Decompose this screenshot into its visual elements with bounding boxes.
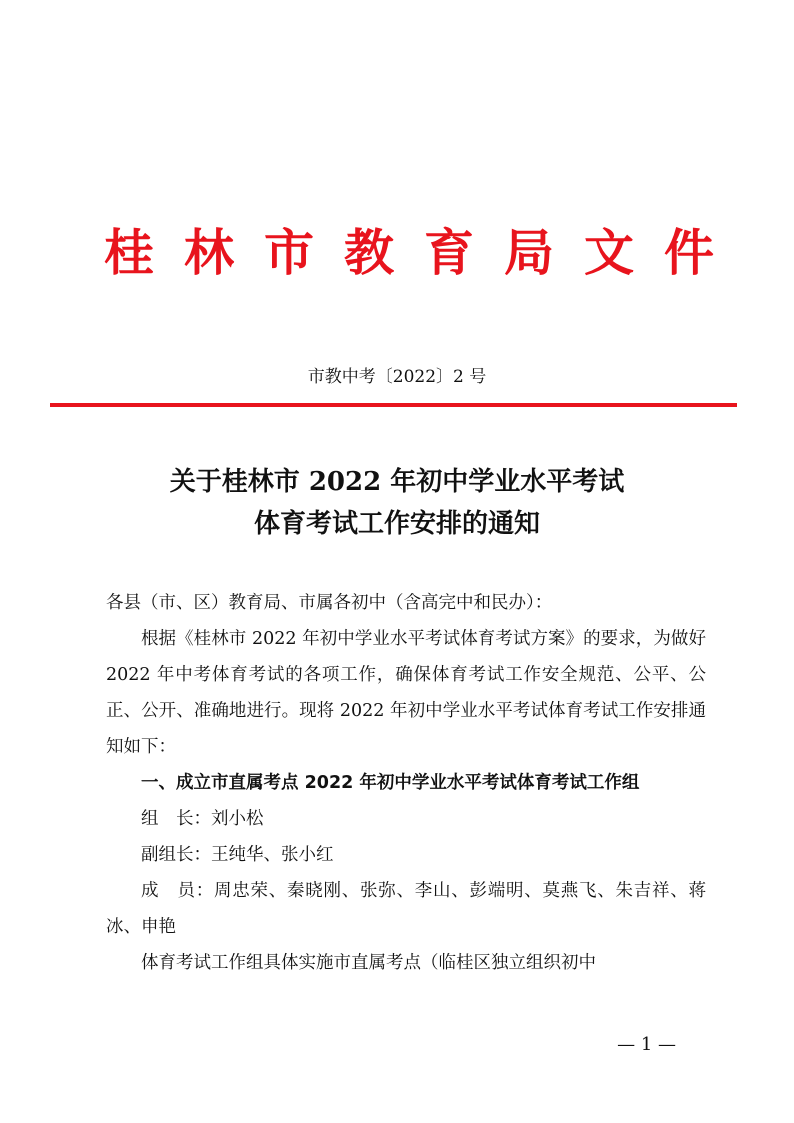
group-deputy: 副组长：王纯华、张小红: [141, 845, 334, 865]
document-header-title: [104, 218, 714, 288]
header-char: 育: [424, 223, 474, 282]
header-char: 桂: [104, 223, 154, 282]
notice-title-line-1: 关于桂林市 2022 年初中学业水平考试: [169, 467, 625, 497]
red-divider: [50, 403, 737, 407]
header-char: 文: [584, 223, 634, 282]
group-members: 成 员：周忠荣、秦晓刚、张弥、李山、彭端明、莫燕飞、朱吉祥、蒋冰、申艳: [106, 881, 706, 937]
document-number: 市教中考〔2022〕2 号: [307, 367, 487, 387]
section-heading: 一、成立市直属考点 2022 年初中学业水平考试体育考试工作组: [141, 773, 640, 793]
body-paragraph: 体育考试工作组具体实施市直属考点（临桂区独立组织初中: [141, 953, 596, 973]
header-char: 件: [664, 223, 714, 282]
notice-title-line-2: 体育考试工作安排的通知: [253, 509, 540, 539]
document-body: [106, 585, 706, 981]
header-char: 局: [504, 223, 554, 282]
header-char: 市: [264, 223, 314, 282]
header-char: 教: [344, 223, 394, 282]
body-paragraph: 根据《桂林市 2022 年初中学业水平考试体育考试方案》的要求，为做好 2022 年中考体育考试的各项工作，确保体育考试工作安全规范、公平、公正、公开、准确地进行。现将 2022 年初中学业水平考试体育考试工作安排通知如下：: [106, 629, 706, 757]
addressee: 各县（市、区）教育局、市属各初中（含高完中和民办）：: [106, 593, 553, 613]
header-char: 林: [184, 223, 234, 282]
group-leader: 组 长：刘小松: [141, 809, 264, 829]
page-number: — 1 —: [617, 1034, 676, 1055]
